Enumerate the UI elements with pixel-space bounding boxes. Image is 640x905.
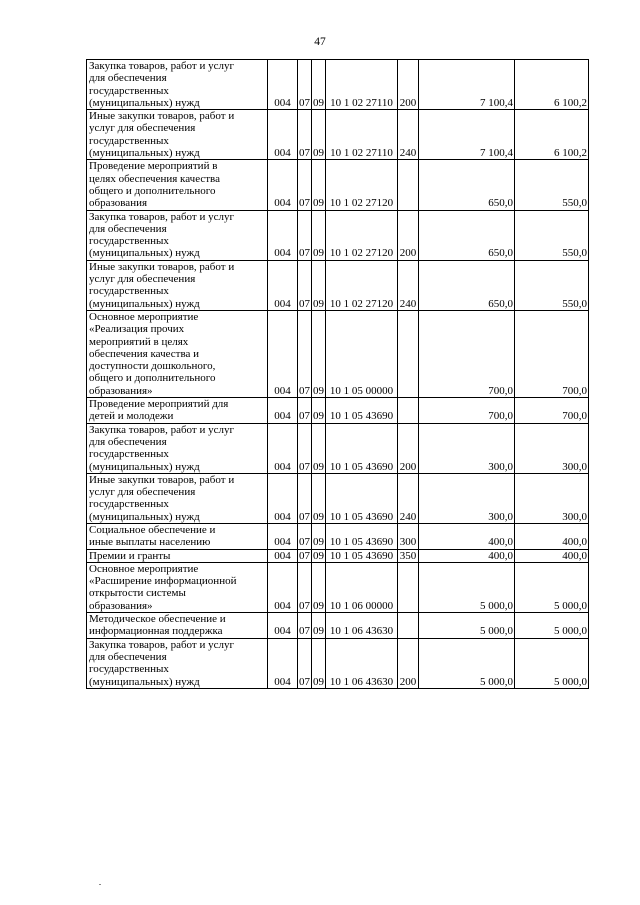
row-name: Иные закупки товаров, работ и услуг для обеспечения государственных (муниципальных) нужд <box>87 260 268 310</box>
table-row <box>87 638 589 688</box>
section-code: 07 <box>298 423 312 473</box>
expense-type-code: 240 <box>398 260 419 310</box>
subsection-code: 09 <box>312 473 326 523</box>
section-code: 07 <box>298 613 312 639</box>
amount-year-1: 650,0 <box>419 260 515 310</box>
page-number: 47 <box>314 36 326 48</box>
expense-type-code: 240 <box>398 473 419 523</box>
admin-code: 004 <box>268 110 298 160</box>
amount-year-1: 5 000,0 <box>419 638 515 688</box>
section-code: 07 <box>298 398 312 424</box>
table-row <box>87 523 589 549</box>
row-name: Закупка товаров, работ и услуг для обеспечения государственных (муниципальных) нужд <box>87 210 268 260</box>
expense-type-code: 300 <box>398 523 419 549</box>
expense-type-code <box>398 398 419 424</box>
budget-table <box>86 59 589 689</box>
subsection-code: 09 <box>312 160 326 210</box>
table-row <box>87 310 589 397</box>
amount-year-2: 700,0 <box>515 398 589 424</box>
subsection-code: 09 <box>312 60 326 110</box>
subsection-code: 09 <box>312 210 326 260</box>
admin-code: 004 <box>268 60 298 110</box>
admin-code: 004 <box>268 423 298 473</box>
row-name: Основное мероприятие «Реализация прочих мероприятий в целях обеспечения качества и доступности дошкольного, общего и дополнительного образования» <box>87 310 268 397</box>
target-article-code: 10 1 05 00000 <box>326 310 398 397</box>
target-article-code: 10 1 02 27110 <box>326 110 398 160</box>
expense-type-code <box>398 310 419 397</box>
amount-year-1: 300,0 <box>419 473 515 523</box>
amount-year-2: 6 100,2 <box>515 110 589 160</box>
subsection-code: 09 <box>312 398 326 424</box>
amount-year-1: 7 100,4 <box>419 60 515 110</box>
section-code: 07 <box>298 310 312 397</box>
row-name: Методическое обеспечение и информационная поддержка <box>87 613 268 639</box>
admin-code: 004 <box>268 562 298 612</box>
amount-year-1: 700,0 <box>419 398 515 424</box>
amount-year-2: 700,0 <box>515 310 589 397</box>
amount-year-1: 400,0 <box>419 549 515 562</box>
section-code: 07 <box>298 210 312 260</box>
row-name: Иные закупки товаров, работ и услуг для обеспечения государственных (муниципальных) нужд <box>87 110 268 160</box>
table-row <box>87 210 589 260</box>
amount-year-1: 7 100,4 <box>419 110 515 160</box>
row-name: Премии и гранты <box>87 549 268 562</box>
target-article-code: 10 1 02 27120 <box>326 210 398 260</box>
row-name: Иные закупки товаров, работ и услуг для обеспечения государственных (муниципальных) нужд <box>87 473 268 523</box>
amount-year-1: 650,0 <box>419 160 515 210</box>
subsection-code: 09 <box>312 562 326 612</box>
expense-type-code: 200 <box>398 423 419 473</box>
admin-code: 004 <box>268 398 298 424</box>
amount-year-2: 550,0 <box>515 160 589 210</box>
expense-type-code: 350 <box>398 549 419 562</box>
table-row <box>87 423 589 473</box>
table-row <box>87 398 589 424</box>
admin-code: 004 <box>268 613 298 639</box>
subsection-code: 09 <box>312 423 326 473</box>
row-name: Основное мероприятие «Расширение информационной открытости системы образования» <box>87 562 268 612</box>
target-article-code: 10 1 06 00000 <box>326 562 398 612</box>
expense-type-code <box>398 160 419 210</box>
expense-type-code <box>398 613 419 639</box>
admin-code: 004 <box>268 310 298 397</box>
amount-year-2: 300,0 <box>515 423 589 473</box>
target-article-code: 10 1 05 43690 <box>326 523 398 549</box>
amount-year-2: 400,0 <box>515 523 589 549</box>
row-name: Закупка товаров, работ и услуг для обеспечения государственных (муниципальных) нужд <box>87 638 268 688</box>
amount-year-2: 5 000,0 <box>515 613 589 639</box>
table-row <box>87 60 589 110</box>
amount-year-1: 650,0 <box>419 210 515 260</box>
section-code: 07 <box>298 473 312 523</box>
admin-code: 004 <box>268 160 298 210</box>
table-row <box>87 613 589 639</box>
amount-year-2: 400,0 <box>515 549 589 562</box>
expense-type-code: 200 <box>398 60 419 110</box>
amount-year-2: 6 100,2 <box>515 60 589 110</box>
row-name: Закупка товаров, работ и услуг для обеспечения государственных (муниципальных) нужд <box>87 423 268 473</box>
expense-type-code: 240 <box>398 110 419 160</box>
expense-type-code: 200 <box>398 210 419 260</box>
section-code: 07 <box>298 260 312 310</box>
section-code: 07 <box>298 110 312 160</box>
admin-code: 004 <box>268 473 298 523</box>
subsection-code: 09 <box>312 523 326 549</box>
expense-type-code <box>398 562 419 612</box>
target-article-code: 10 1 06 43630 <box>326 613 398 639</box>
admin-code: 004 <box>268 210 298 260</box>
target-article-code: 10 1 06 43630 <box>326 638 398 688</box>
amount-year-2: 5 000,0 <box>515 562 589 612</box>
target-article-code: 10 1 05 43690 <box>326 423 398 473</box>
section-code: 07 <box>298 523 312 549</box>
table-row <box>87 473 589 523</box>
admin-code: 004 <box>268 638 298 688</box>
amount-year-1: 300,0 <box>419 423 515 473</box>
table-row <box>87 562 589 612</box>
subsection-code: 09 <box>312 110 326 160</box>
subsection-code: 09 <box>312 638 326 688</box>
admin-code: 004 <box>268 549 298 562</box>
section-code: 07 <box>298 160 312 210</box>
section-code: 07 <box>298 638 312 688</box>
admin-code: 004 <box>268 523 298 549</box>
subsection-code: 09 <box>312 310 326 397</box>
section-code: 07 <box>299 549 310 562</box>
section-code: 07 <box>298 60 312 110</box>
admin-code: 004 <box>268 260 298 310</box>
target-article-code: 10 1 05 43690 <box>326 473 398 523</box>
table-row <box>87 110 589 160</box>
target-article-code: 10 1 02 27110 <box>326 60 398 110</box>
target-article-code: 10 1 05 43690 <box>326 549 398 562</box>
subsection-code: 09 <box>312 260 326 310</box>
subsection-code: 09 <box>312 613 326 639</box>
amount-year-1: 400,0 <box>419 523 515 549</box>
section-code: 07 <box>298 562 312 612</box>
amount-year-2: 550,0 <box>515 210 589 260</box>
expense-type-code: 200 <box>398 638 419 688</box>
row-name: Проведение мероприятий в целях обеспечения качества общего и дополнительного образования <box>87 160 268 210</box>
scan-mark <box>99 884 101 885</box>
target-article-code: 10 1 02 27120 <box>326 260 398 310</box>
table-row <box>87 549 589 562</box>
amount-year-1: 5 000,0 <box>419 613 515 639</box>
amount-year-1: 700,0 <box>419 310 515 397</box>
row-name: Закупка товаров, работ и услуг для обеспечения государственных (муниципальных) нужд <box>87 60 268 110</box>
amount-year-1: 5 000,0 <box>419 562 515 612</box>
table-row <box>87 260 589 310</box>
row-name: Проведение мероприятий для детей и молодежи <box>87 398 268 424</box>
subsection-code: 09 <box>313 549 324 562</box>
amount-year-2: 550,0 <box>515 260 589 310</box>
target-article-code: 10 1 05 43690 <box>326 398 398 424</box>
amount-year-2: 300,0 <box>515 473 589 523</box>
amount-year-2: 5 000,0 <box>515 638 589 688</box>
table-row <box>87 160 589 210</box>
target-article-code: 10 1 02 27120 <box>326 160 398 210</box>
row-name: Социальное обеспечение и иные выплаты населению <box>87 523 268 549</box>
